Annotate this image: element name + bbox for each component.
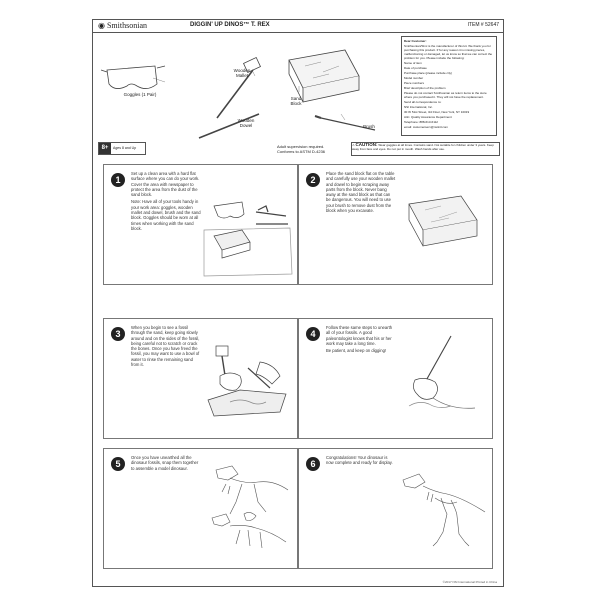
step-number: 2 bbox=[306, 173, 320, 187]
mallet-drawing bbox=[217, 58, 260, 118]
item-number: ITEM # 52647 bbox=[467, 22, 499, 28]
customer-list-item: Purchase place (please include city) bbox=[404, 71, 453, 75]
mallet-label: Wooden Mallet bbox=[233, 68, 251, 78]
brand-name: Smithsonian bbox=[106, 21, 147, 30]
step-paragraph: Congratulations! Your dinosaur is now complete and ready for display. bbox=[326, 455, 393, 466]
step-text bbox=[326, 171, 396, 215]
age-number: 8+ bbox=[99, 143, 111, 154]
sand-block-label: Sand Block bbox=[290, 96, 302, 106]
address-line: Attn: Quality Assurance Department bbox=[404, 115, 452, 119]
step-text bbox=[326, 455, 396, 468]
brand-logo: ◉ Smithsonian bbox=[98, 21, 147, 30]
step-text bbox=[131, 171, 201, 233]
step-paragraph: When you begin to see a fossil through the sand, keep going slowly around and on the sides of the fossil, being careful not to scratch or crack the bones. Once you have freed the fossil, you may want to use a bowl of water to rinse the remaining sand from it. bbox=[131, 325, 200, 368]
address-line: Telephone: 888-613-6112 bbox=[404, 120, 438, 124]
customer-list-item: Model number bbox=[404, 76, 424, 80]
customer-title: Dear Customer: bbox=[404, 39, 427, 43]
product-title: DIGGIN' UP DINOS™ T. REX bbox=[190, 22, 270, 28]
step-number: 5 bbox=[111, 457, 125, 471]
goggles-label: Goggles (1 Pair) bbox=[123, 92, 157, 97]
workspace-illustration bbox=[200, 170, 295, 280]
customer-intro: Smithsonian/SInc is the manufacturer of this kit. We thank you for purchasing this product. If for any reason it is missing pieces, malfunctioning or damaged, let us know so that we can correct the problem for you. Please include the following: bbox=[404, 44, 493, 60]
customer-service-box bbox=[401, 36, 497, 136]
sand-block-illustration bbox=[395, 170, 490, 280]
step-number: 4 bbox=[306, 327, 320, 341]
step-text bbox=[131, 325, 201, 369]
customer-list-item: Name of item bbox=[404, 61, 422, 65]
brushing-illustration bbox=[395, 324, 490, 434]
step-panel-3 bbox=[103, 318, 298, 439]
address-line: email: customerserv@nsiintl.com bbox=[404, 125, 449, 129]
step-number: 1 bbox=[111, 173, 125, 187]
step-paragraph: Be patient, and keep on digging! bbox=[326, 348, 387, 354]
customer-list-item: Date of purchase bbox=[404, 66, 427, 70]
step-text bbox=[131, 455, 201, 473]
step-number: 3 bbox=[111, 327, 125, 341]
skeleton-parts-illustration bbox=[200, 454, 295, 564]
supervision-notice bbox=[277, 144, 347, 154]
address-line: 30 W 51st Street, 3rd Floor, New York, NY 10019 bbox=[404, 110, 470, 114]
step-paragraph: Follow these same steps to unearth all of your fossils. A good paleontologist knows that his or her work may take a long time. bbox=[326, 325, 393, 346]
goggles-drawing bbox=[101, 66, 165, 89]
age-badge bbox=[98, 142, 146, 155]
step-text bbox=[326, 325, 396, 355]
caution-box bbox=[351, 142, 500, 156]
trex-skeleton-illustration bbox=[395, 454, 490, 564]
dowel-label: Wooden Dowel bbox=[237, 118, 255, 128]
caution-heading: CAUTION: bbox=[355, 142, 378, 147]
step-panel-1 bbox=[103, 164, 298, 285]
address-line: NSI International, Inc. bbox=[404, 105, 433, 109]
brush-label: Brush bbox=[363, 124, 375, 129]
step-panel-2 bbox=[298, 164, 493, 285]
step-panel-6 bbox=[298, 448, 493, 569]
age-text: Ages 8 and Up bbox=[113, 146, 137, 150]
step-paragraph: Set up a clean area with a hard flat surface where you can do your work. Cover the area with newspaper to protect the area from the dust of the sand block. bbox=[131, 171, 200, 198]
caution-text: Wear goggles at all times. Contains sand. Not suitable for children under 3 years. Keep away from face and eyes. Do not put in mouth. Wash hands after use. bbox=[352, 143, 494, 151]
step-paragraph: Note: Have all of your tools handy in your work area: goggles, wooden mallet and dowel, brush and the sand block. Goggles should be worn at all times when working with the sand block. bbox=[131, 199, 201, 231]
step-panel-5 bbox=[103, 448, 298, 569]
digging-illustration bbox=[200, 324, 295, 434]
step-panel-4 bbox=[298, 318, 493, 439]
contact-label: Send all correspondence to: bbox=[404, 100, 442, 104]
supervision-line-2: Conforms to ASTM D-4236 bbox=[277, 149, 326, 154]
step-paragraph: Place the sand block flat on the table and carefully use your wooden mallet and dowel to begin scraping away parts from the block. Never bang away at the sand block as that can be dangerous. You will need to use your brush to remove dust from the block when you excavate. bbox=[326, 171, 396, 214]
supervision-line-1: Adult supervision required. bbox=[277, 144, 325, 149]
sand-block-drawing bbox=[289, 50, 359, 102]
customer-list-item: Brief description of the problem bbox=[404, 86, 446, 90]
step-paragraph: Once you have unearthed all the dinosaur fossils, snap them together to assemble a model dinosaur. bbox=[131, 455, 199, 471]
customer-list-item: Piece numbers bbox=[404, 81, 425, 85]
instruction-sheet bbox=[92, 19, 504, 587]
customer-note: Please do not contact Smithsonian as return items to the store where you purchased it. They will not have the replacement. bbox=[404, 91, 487, 99]
footer-copyright: ©2017 NSI International Printed in China bbox=[442, 580, 497, 584]
warning-icon: ⚠ bbox=[352, 143, 355, 147]
step-number: 6 bbox=[306, 457, 320, 471]
